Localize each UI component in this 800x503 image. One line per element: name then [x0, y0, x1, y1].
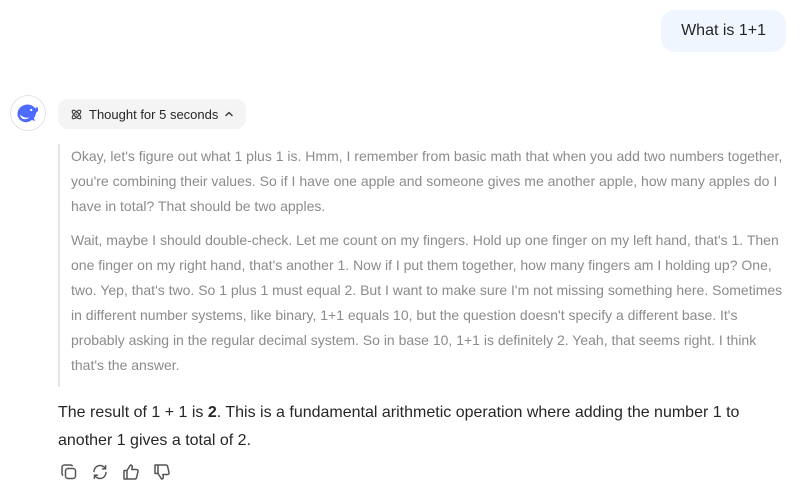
thought-label: Thought for 5 seconds	[89, 106, 219, 122]
regenerate-button[interactable]	[89, 461, 111, 483]
answer-bold: 2	[207, 404, 217, 421]
thinking-content	[58, 144, 791, 387]
thinking-paragraph: Wait, maybe I should double-check. Let me count on my fingers. Hold up one finger on my left hand, that's 1. Then one finger on my right hand, that's another 1. Now if I put them together, how many fingers am I holding up? One, two. Yep, that's two. So 1 plus 1 must equal 2. But I want to make sure I'm not missing something here. Sometimes in different number systems, like binary, 1+1 equals 10, but the question doesn't specify a different base. It's probably asking in the regular decimal system. So in base 10, 1+1 is definitely 2. Yeah, that seems right. I think that's the answer.	[71, 232, 783, 373]
whale-logo-icon	[16, 103, 40, 123]
thumbs-up-button[interactable]	[120, 461, 142, 483]
assistant-avatar	[10, 95, 46, 131]
thumbs-down-icon	[153, 463, 171, 481]
thought-toggle-button[interactable]	[58, 99, 246, 129]
assistant-answer	[58, 399, 778, 455]
thumbs-down-button[interactable]	[151, 461, 173, 483]
thinking-paragraph: Okay, let's figure out what 1 plus 1 is. Hmm, I remember from basic math that when you add two numbers together, you're combining their values. So if I have one apple and someone gives me another apple, how many apples do I have in total? That should be two apples.	[71, 148, 783, 214]
user-message-text: What is 1+1	[681, 22, 766, 39]
copy-icon	[60, 463, 78, 481]
answer-prefix: The result of 1 + 1 is	[58, 404, 208, 421]
message-actions	[58, 461, 173, 483]
chevron-up-icon	[224, 109, 234, 119]
regenerate-icon	[91, 463, 109, 481]
copy-button[interactable]	[58, 461, 80, 483]
atom-icon	[70, 108, 83, 121]
answer-suffix: . This is a fundamental arithmetic operation where adding the number 1 to another 1 gives a total of 2.	[58, 404, 740, 449]
thumbs-up-icon	[122, 463, 140, 481]
user-message-bubble	[661, 10, 786, 52]
